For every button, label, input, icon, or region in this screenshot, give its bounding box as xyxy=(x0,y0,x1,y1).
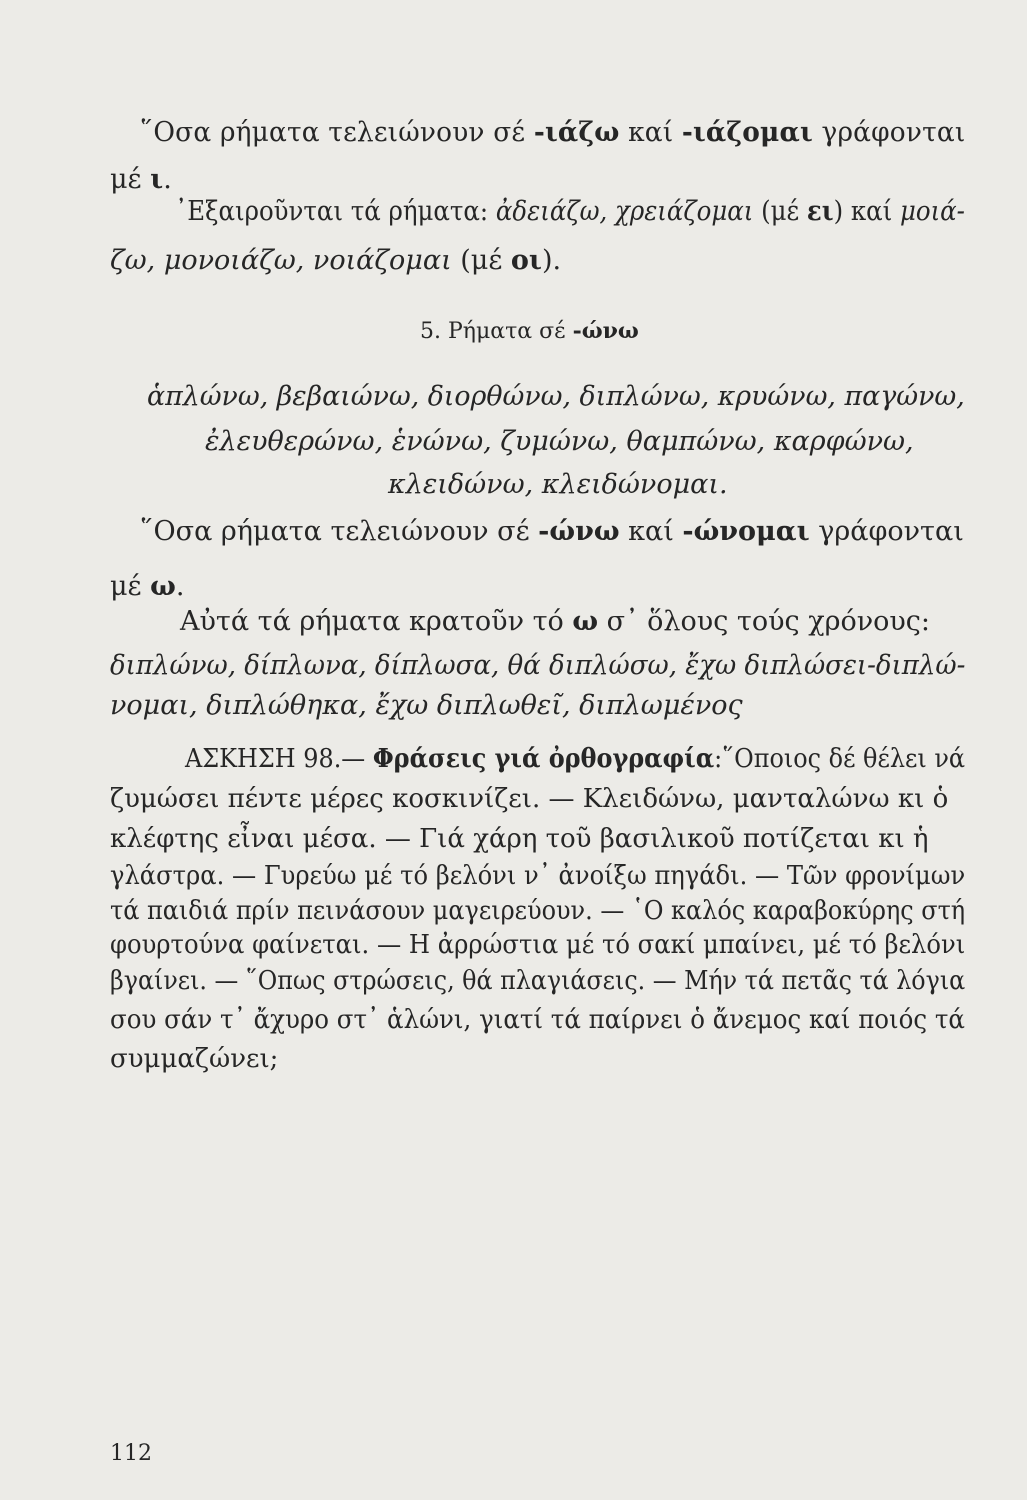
exercise-line2: ζυμώσει πέντε μέρες κοσκινίζει. — Κλειδώνω, μανταλώνω κι ὁ xyxy=(110,784,949,814)
paragraph3-line2: μέ ω. xyxy=(110,571,185,602)
paragraph4-line1: Αὐτά τά ρήματα κρατοῦν τό ω σ᾿ ὅλους τούς χρόνους: xyxy=(180,606,931,637)
paragraph2-line1: ᾿Εξαιροῦνται τά ρήματα: ἀδειάζω, χρειάζομαι (μέ ει) καί μοιά- xyxy=(175,196,965,227)
exercise-line4: γλάστρα. — Γυρεύω μέ τό βελόνι ν᾿ ἀνοίξω πηγάδι. — Τῶν φρονίμων xyxy=(110,861,966,891)
exercise-line6: φουρτούνα φαίνεται. — Η ἀρρώστια μέ τό σακί μπαίνει, μέ τό βελόνι xyxy=(110,930,966,960)
exercise-line1: ΑΣΚΗΣΗ 98.— Φράσεις γιά ὀρθογραφία:῞Οποιος δέ θέλει νά xyxy=(185,744,966,774)
verb-list-line2: ἐλευθερώνω, ἑνώνω, ζυμώνω, θαμπώνω, καρφώνω, xyxy=(205,426,914,457)
exercise-line5: τά παιδιά πρίν πεινάσουν μαγειρεύουν. — ῾Ο καλός καραβοκύρης στή xyxy=(110,896,966,926)
paragraph3-line1: ῞Οσα ρήματα τελειώνουν σέ -ώνω καί -ώνομαι γράφονται xyxy=(140,516,964,547)
paragraph1-line2: μέ ι. xyxy=(110,164,172,195)
page-number: 112 xyxy=(110,1441,152,1466)
exercise-line7: βγαίνει. — ῞Οπως στρώσεις, θά πλαγιάσεις. — Μήν τά πετᾶς τά λόγια xyxy=(110,966,966,996)
paragraph1-line1: ῞Οσα ρήματα τελειώνουν σέ -ιάζω καί -ιάζομαι γράφονται xyxy=(140,117,966,148)
exercise-line3: κλέφτης εἶναι μέσα. — Γιά χάρη τοῦ βασιλικοῦ ποτίζεται κι ἡ xyxy=(110,824,929,854)
exercise-label: ΑΣΚΗΣΗ 98.— xyxy=(185,744,373,774)
paragraph4-line2: διπλώνω, δίπλωνα, δίπλωσα, θά διπλώσω, ἔχω διπλώσει-διπλώ- xyxy=(110,650,966,681)
section-heading: 5. Ρήματα σέ -ώνω xyxy=(420,318,639,344)
exercise-line9: συμμαζώνει; xyxy=(110,1044,279,1074)
exercise-line8: σου σάν τ᾿ ἄχυρο στ᾿ ἁλώνι, γιατί τά παίρνει ὁ ἄνεμος καί ποιός τά xyxy=(110,1005,965,1035)
verb-list-line3: κλειδώνω, κλειδώνομαι. xyxy=(388,469,728,500)
paragraph4-line3: νομαι, διπλώθηκα, ἔχω διπλωθεῖ, διπλωμένος xyxy=(110,690,743,721)
exercise-title: Φράσεις γιά ὀρθογραφία xyxy=(372,744,715,774)
verb-list-line1: ἁπλώνω, βεβαιώνω, διορθώνω, διπλώνω, κρυώνω, παγώνω, xyxy=(147,381,965,412)
paragraph2-line2: ζω, μονοιάζω, νοιάζομαι (μέ οι). xyxy=(110,245,562,276)
